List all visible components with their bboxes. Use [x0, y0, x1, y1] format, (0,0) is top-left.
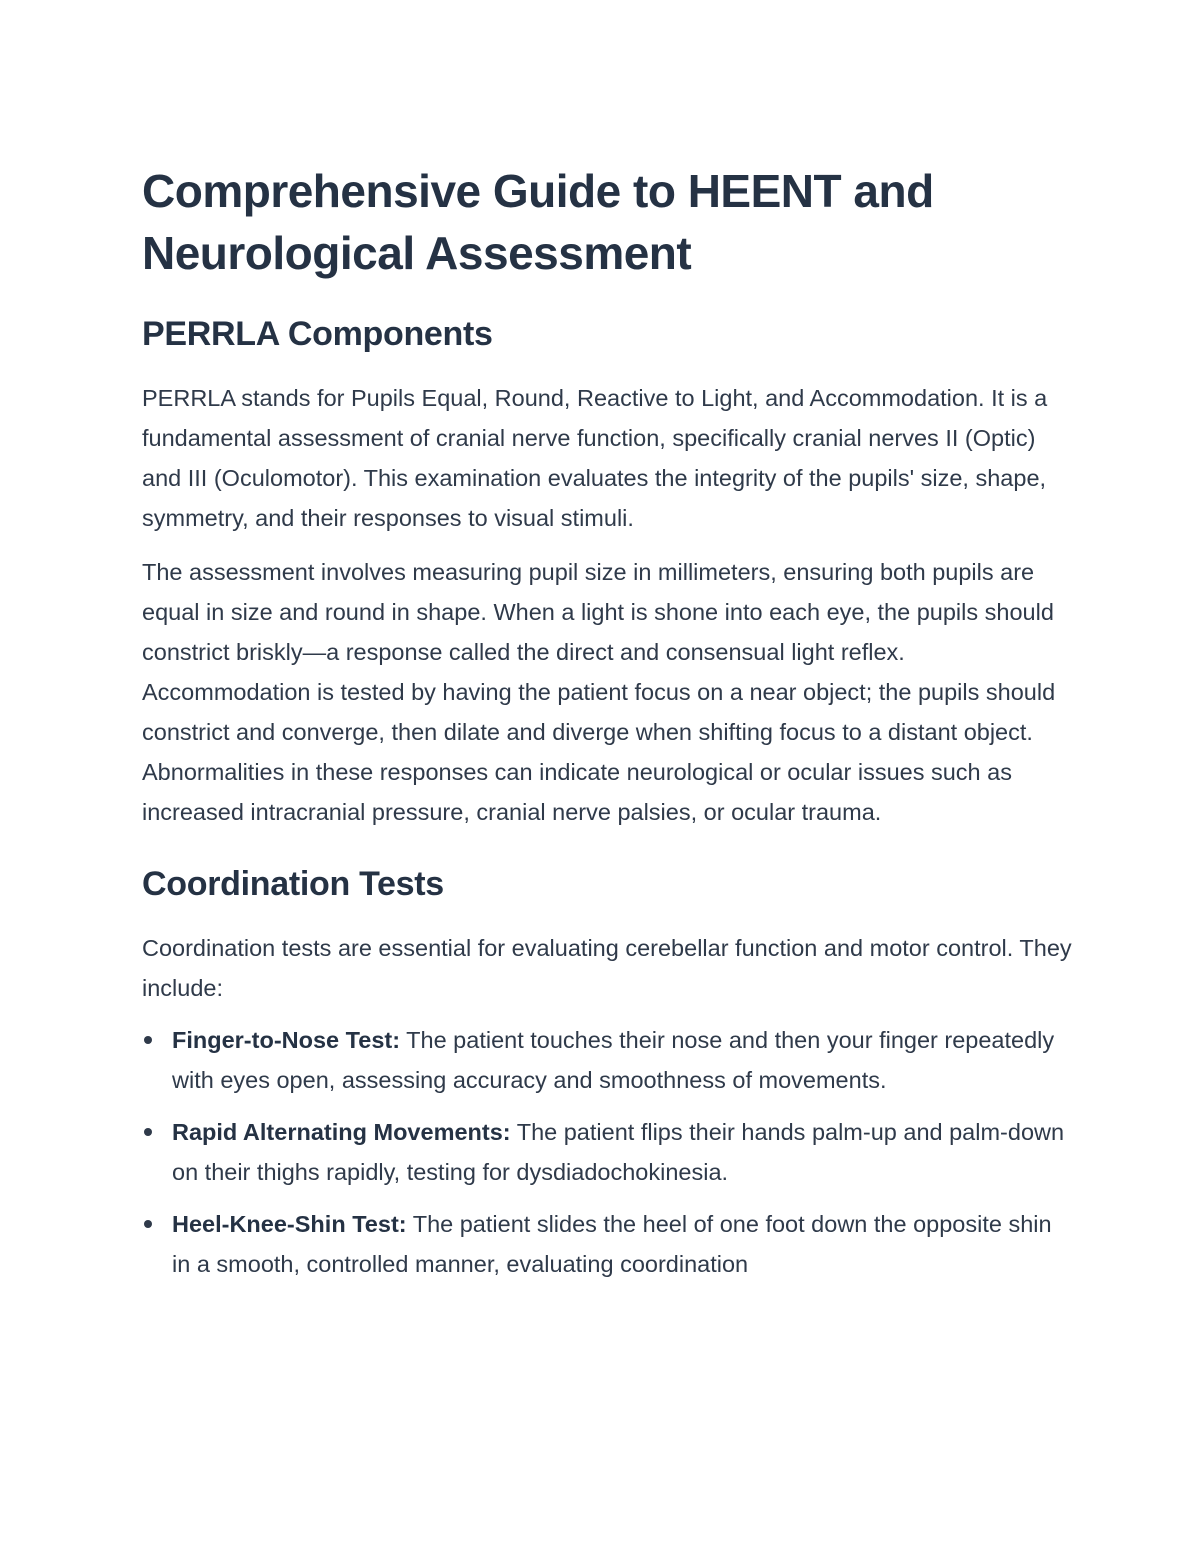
list-item-text: The patient slides the heel of one foot down the opposite shin in a smooth, controlled manner, evaluating coordination	[172, 1211, 1052, 1277]
document-page	[142, 160, 1072, 1296]
list-item-text: The patient touches their nose and then your finger repeatedly with eyes open, assessing accuracy and smoothness of movements.	[172, 1027, 1055, 1093]
section-heading-perrla: PERRLA Components	[142, 315, 493, 353]
coordination-test-list	[142, 1020, 1072, 1284]
perrla-paragraph-1: PERRLA stands for Pupils Equal, Round, Reactive to Light, and Accommodation. It is a fundamental assessment of cranial nerve function, specifically cranial nerves II (Optic) and III (Oculomotor). This examination evaluates the integrity of the pupils' size, shape, symmetry, and their responses to visual stimuli.	[142, 385, 1048, 531]
document-title: Comprehensive Guide to HEENT and Neurological Assessment	[142, 165, 934, 279]
list-item	[142, 1204, 1072, 1284]
list-item-text: The patient flips their hands palm-up and palm-down on their thighs rapidly, testing for dysdiadochokinesia.	[172, 1119, 1065, 1185]
list-item-term: Rapid Alternating Movements:	[172, 1119, 511, 1145]
list-item-term: Heel-Knee-Shin Test:	[172, 1211, 407, 1237]
list-item	[142, 1112, 1072, 1192]
bullet-icon	[144, 1220, 152, 1228]
section-heading-coordination: Coordination Tests	[142, 865, 444, 903]
bullet-icon	[144, 1036, 152, 1044]
coordination-intro: Coordination tests are essential for evaluating cerebellar function and motor control. They include:	[142, 935, 1072, 1001]
bullet-icon	[144, 1128, 152, 1136]
list-item	[142, 1020, 1072, 1100]
perrla-paragraph-2: The assessment involves measuring pupil size in millimeters, ensuring both pupils are equal in size and round in shape. When a light is shone into each eye, the pupils should constrict briskly—a response called the direct and consensual light reflex. Accommodation is tested by having the patient focus on a near object; the pupils should constrict and converge, then dilate and diverge when shifting focus to a distant object. Abnormalities in these responses can indicate neurological or ocular issues such as increased intracranial pressure, cranial nerve palsies, or ocular trauma.	[142, 559, 1056, 825]
list-item-term: Finger-to-Nose Test:	[172, 1027, 401, 1053]
